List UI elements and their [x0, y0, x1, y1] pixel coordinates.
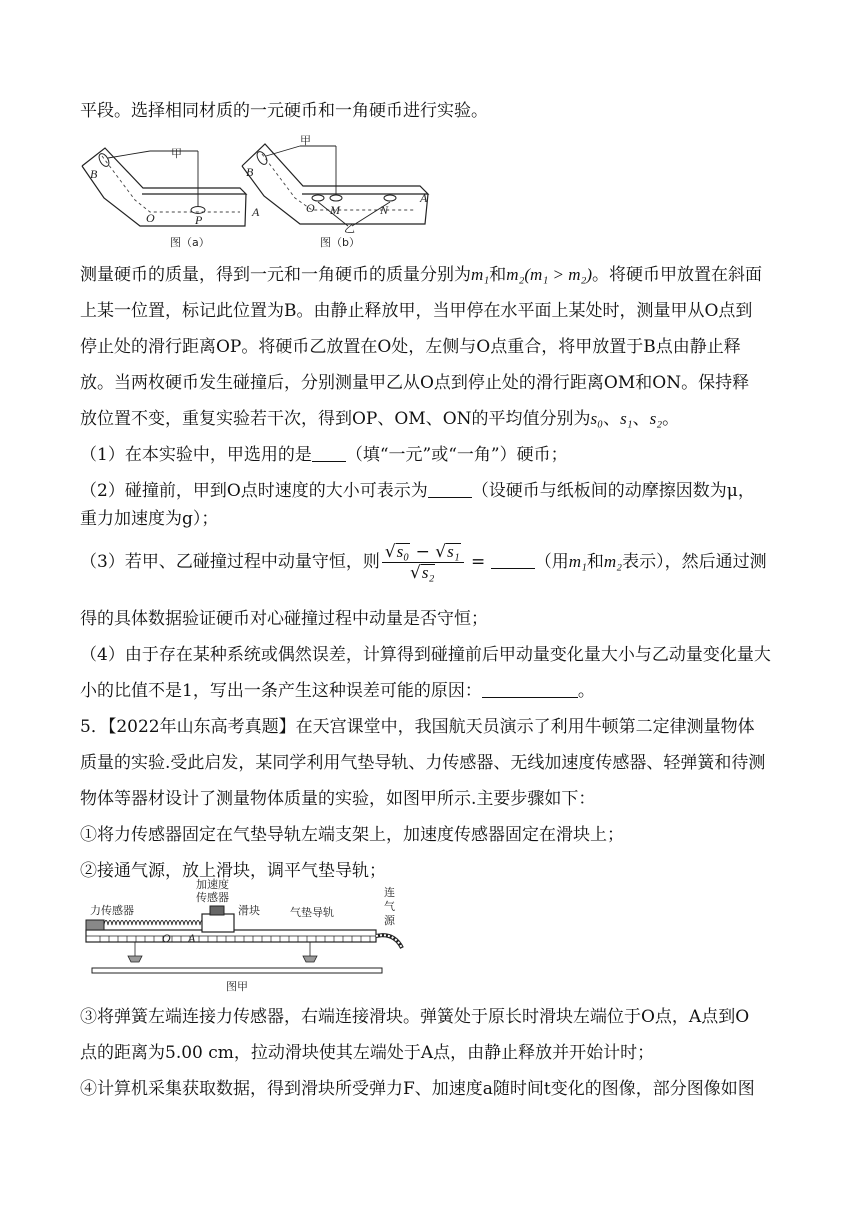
label-a-a: A: [252, 205, 260, 219]
text-line: 放。当两枚硬币发生碰撞后，分别测量甲乙从O点到停止处的滑行距离OM和ON。保持释: [80, 373, 750, 393]
label-accel: 加速度: [196, 878, 229, 891]
answer-blank-1[interactable]: [312, 443, 346, 462]
answer-blank-3[interactable]: [491, 550, 535, 569]
question-1: （1）在本实验中，甲选用的是 （填“一元”或“一角”）硬币；: [80, 445, 568, 465]
label-n-b: N: [380, 203, 389, 217]
label-b-a: B: [90, 167, 98, 181]
text-line: 质量的实验.受此启发，某同学利用气垫导轨、力传感器、无线加速度传感器、轻弹簧和待测: [80, 753, 766, 773]
text-line: 得的具体数据验证硬币对心碰撞过程中动量是否守恒；: [80, 609, 488, 629]
caption-fig-a: 图（a）: [170, 236, 210, 249]
text-line: 重力加速度为g）；: [80, 509, 219, 529]
label-air-track: 气垫导轨: [290, 906, 334, 919]
label-jia-a: 甲: [171, 147, 182, 160]
text-line: 测量硬币的质量，得到一元和一角硬币的质量分别为m₁和m₂(m₁ > m₂)。将硬币甲放置在斜面: [80, 265, 763, 285]
text-line: 点的距离为5.00 cm，拉动滑块使其左端处于A点，由静止释放并开始计时；: [80, 1043, 655, 1063]
label-m-b: M: [330, 203, 340, 217]
label-qi: 气: [384, 900, 395, 913]
label-lian: 连: [384, 886, 395, 899]
step-1: ①将力传感器固定在气垫导轨左端支架上，加速度传感器固定在滑块上；: [80, 825, 624, 845]
text-line: 停止处的滑行距离OP。将硬币乙放置在O处，左侧与O点重合，将甲放置于B点由静止释: [80, 337, 741, 357]
step-3: ③将弹簧左端连接力传感器，右端连接滑块。弹簧处于原长时滑块左端位于O点，A点到O: [80, 1007, 750, 1027]
text-line: 上某一位置，标记此位置为B。由静止释放甲，当甲停在水平面上某处时，测量甲从O点到: [80, 301, 753, 321]
label-o-a: O: [146, 211, 155, 225]
text-line: 物体等器材设计了测量物体质量的实验，如图甲所示.主要步骤如下：: [80, 789, 596, 809]
question-2: （2）碰撞前，甲到O点时速度的大小可表示为 （设硬币与纸板间的动摩擦因数为μ，: [80, 481, 755, 501]
figure-air-track: [80, 876, 415, 996]
slider-block: [202, 914, 234, 932]
answer-blank-4[interactable]: [482, 679, 578, 698]
label-o-point: O: [162, 931, 171, 945]
spring: [104, 921, 204, 926]
caption-fig-jia: 图甲: [226, 980, 248, 993]
text-line: 放位置不变，重复实验若干次，得到OP、OM、ON的平均值分别为s₀、s₁、s₂。: [80, 409, 680, 429]
label-a-point: A: [188, 931, 196, 945]
label-p-a: P: [195, 213, 203, 227]
label-sensor: 传感器: [196, 891, 229, 904]
accel-sensor: [210, 906, 224, 915]
label-jia-b: 甲: [300, 134, 311, 147]
figure-coin-ramps: [80, 134, 428, 252]
step-2: ②接通气源，放上滑块，调平气垫导轨；: [80, 861, 386, 881]
question-4: （4）由于存在某种系统或偶然误差，计算得到碰撞前后甲动量变化量大小与乙动量变化量大: [80, 645, 771, 665]
text-line: 小的比值不是1，写出一条产生这种误差可能的原因： 。: [80, 681, 595, 701]
step-4: ④计算机采集获取数据，得到滑块所受弹力F、加速度a随时间t变化的图像，部分图像如图: [80, 1079, 755, 1099]
question-3: （3）若甲、乙碰撞过程中动量守恒，则 $\frac{\text{√s₀ − √s₁}}{\text{√s₂}}$ = （用m₁和m₂表示），然后通过测: [80, 542, 767, 583]
answer-blank-2[interactable]: [428, 479, 472, 498]
label-force-sensor: 力传感器: [90, 904, 134, 917]
figure-a: [82, 147, 260, 249]
problem-5-line: 5．【2022年山东高考真题】在天宫课堂中，我国航天员演示了利用牛顿第二定律测量物体: [80, 717, 755, 737]
caption-fig-b: 图（b）: [320, 236, 360, 249]
figure-b: [242, 134, 428, 249]
label-o-b: O: [306, 201, 315, 215]
label-a-b: A: [420, 191, 428, 205]
fraction-expression: $\frac{\text{√s₀ − √s₁}}{\text{√s₂}}$: [382, 542, 464, 583]
label-yuan: 源: [384, 914, 395, 927]
label-slider: 滑块: [238, 904, 260, 917]
text-line: 平段。选择相同材质的一元硬币和一角硬币进行实验。: [80, 101, 488, 121]
label-yi-b: 乙: [344, 222, 355, 235]
label-b-b: B: [246, 165, 254, 179]
